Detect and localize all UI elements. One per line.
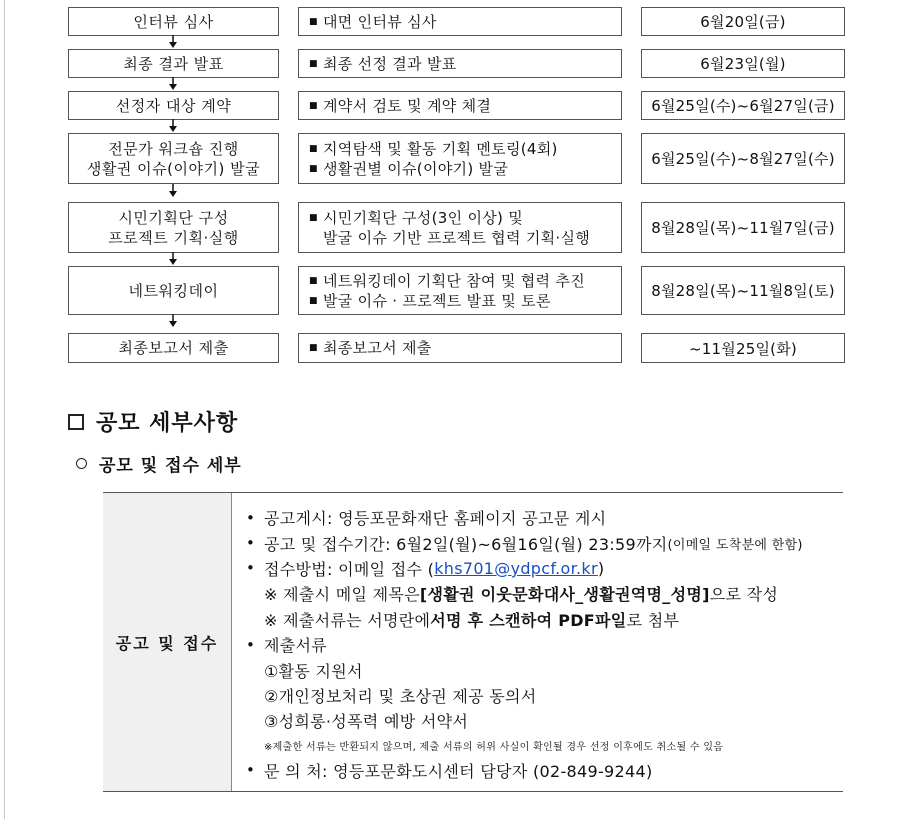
- down-arrow-icon: [166, 119, 180, 133]
- date-box-contract: 6월25일(수)~6월27일(금): [641, 91, 845, 120]
- stage-label: 인터뷰 심사: [133, 12, 214, 31]
- stage-label: 선정자 대상 계약: [115, 96, 232, 115]
- square-bullet-icon: ■: [309, 343, 318, 353]
- stage-label: 최종 결과 발표: [123, 54, 224, 73]
- application-info-table: [103, 492, 843, 792]
- info-contact: • 문 의 처: 영등포문화도시센터 담당자 (02-849-9244): [246, 761, 653, 781]
- date-box-interview: 6월20일(금): [641, 7, 845, 36]
- square-bullet-icon: ■: [309, 16, 318, 27]
- info-body-cell: [232, 493, 843, 791]
- down-arrow-icon: [166, 35, 180, 49]
- detail-line: ■ 시민기획단 구성(3인 이상) 및: [309, 208, 524, 227]
- page-edge-line: [4, 0, 5, 819]
- info-doc-item: ②개인정보처리 및 초상권 제공 동의서: [264, 686, 537, 706]
- down-arrow-icon: [166, 184, 180, 198]
- detail-line: ■ 지역탐색 및 활동 기획 멘토링(4회): [309, 139, 558, 158]
- stage-label: 생활권 이슈(이야기) 발굴: [86, 159, 261, 178]
- detail-box-workshop: [298, 133, 622, 184]
- stage-label: 네트워킹데이: [128, 281, 219, 300]
- detail-line: ■ 계약서 검토 및 계약 체결: [309, 96, 492, 115]
- detail-line: ■ 대면 인터뷰 심사: [309, 12, 437, 31]
- info-method: • 접수방법: 이메일 접수 ( khs701@ydpcf.or.kr ): [246, 558, 605, 579]
- square-bullet-icon: ■: [309, 295, 318, 306]
- stage-box-final-report: [68, 333, 279, 363]
- info-docs-title: • 제출서류: [246, 635, 328, 656]
- date-box-final-report: ~11월25일(화): [641, 333, 845, 363]
- stage-box-networking: [68, 266, 279, 315]
- detail-line: 발굴 이슈 기반 프로젝트 협력 기획·실행: [323, 228, 591, 247]
- stage-box-final-result: [68, 49, 279, 78]
- down-arrow-icon: [166, 252, 180, 266]
- square-bullet-icon: ■: [309, 143, 318, 154]
- detail-line: ■ 최종보고서 제출: [309, 339, 432, 357]
- date-box-planning: 8월28일(목)~11월7일(금): [641, 202, 845, 253]
- stage-label: 최종보고서 제출: [118, 339, 229, 357]
- detail-box-interview: [298, 7, 622, 36]
- subsection-title: 공모 및 접수 세부: [99, 456, 242, 476]
- stage-label: 프로젝트 기획·실행: [108, 228, 239, 247]
- square-bullet-icon: ■: [309, 100, 318, 111]
- subsection-heading: [76, 451, 242, 476]
- detail-line: ■ 최종 선정 결과 발표: [309, 54, 457, 73]
- dot-bullet-icon: •: [246, 534, 256, 553]
- dot-bullet-icon: •: [246, 559, 256, 578]
- dot-bullet-icon: •: [246, 635, 256, 654]
- detail-box-contract: [298, 91, 622, 120]
- detail-line: ■ 네트워킹데이 기획단 참여 및 협력 추진: [309, 271, 585, 290]
- detail-line: ■ 생활권별 이슈(이야기) 발굴: [309, 159, 509, 178]
- stage-box-workshop: [68, 133, 279, 184]
- info-subject-note: ※ 제출시 메일 제목은 [생활권 이웃문화대사_생활권역명_성명] 으로 작성: [264, 585, 779, 605]
- stage-label: 전문가 워크숍 진행: [108, 139, 239, 158]
- detail-box-final-result: [298, 49, 622, 78]
- square-bullet-icon: ■: [309, 212, 318, 223]
- down-arrow-icon: [166, 77, 180, 91]
- info-doc-item: ③성희롱·성폭력 예방 서약서: [264, 712, 469, 732]
- circle-bullet-icon: [76, 458, 87, 469]
- stage-label: 시민기획단 구성: [118, 208, 229, 227]
- detail-box-networking: [298, 266, 622, 315]
- email-link[interactable]: khs701@ydpcf.or.kr: [434, 558, 598, 578]
- info-label-cell: 공고 및 접수: [103, 493, 232, 791]
- square-bullet-icon: ■: [309, 163, 318, 174]
- info-sign-note: ※ 제출서류는 서명란에 서명 후 스캔하여 PDF파일 로 첨부: [264, 610, 680, 630]
- info-posting: • 공고게시: 영등포문화재단 홈페이지 공고문 게시: [246, 508, 607, 529]
- section-title: 공모 세부사항: [96, 411, 239, 436]
- date-box-workshop: 6월25일(수)~8월27일(수): [641, 133, 845, 184]
- checkbox-square-icon: [68, 414, 84, 430]
- stage-box-interview: [68, 7, 279, 36]
- square-bullet-icon: ■: [309, 275, 318, 286]
- detail-box-planning: [298, 202, 622, 253]
- info-period: • 공고 및 접수기간: 6월2일(월)~6월16일(월) 23:59까지 (이메일 도착분에 한함): [246, 534, 803, 554]
- dot-bullet-icon: •: [246, 508, 256, 527]
- square-bullet-icon: ■: [309, 58, 318, 69]
- stage-box-contract: [68, 91, 279, 120]
- down-arrow-icon: [166, 314, 180, 328]
- info-doc-item: ①활동 지원서: [264, 661, 363, 681]
- date-box-networking: 8월28일(목)~11월8일(토): [641, 266, 845, 315]
- dot-bullet-icon: •: [246, 761, 256, 780]
- detail-line: ■ 발굴 이슈 · 프로젝트 발표 및 토론: [309, 291, 551, 310]
- stage-box-planning: [68, 202, 279, 253]
- info-docs-note: ※제출한 서류는 반환되지 않으며, 제출 서류의 허위 사실이 확인될 경우 선정 이후에도 취소될 수 있음: [264, 742, 724, 754]
- date-box-final-result: 6월23일(월): [641, 49, 845, 78]
- section-heading: [68, 406, 238, 437]
- detail-box-final-report: [298, 333, 622, 363]
